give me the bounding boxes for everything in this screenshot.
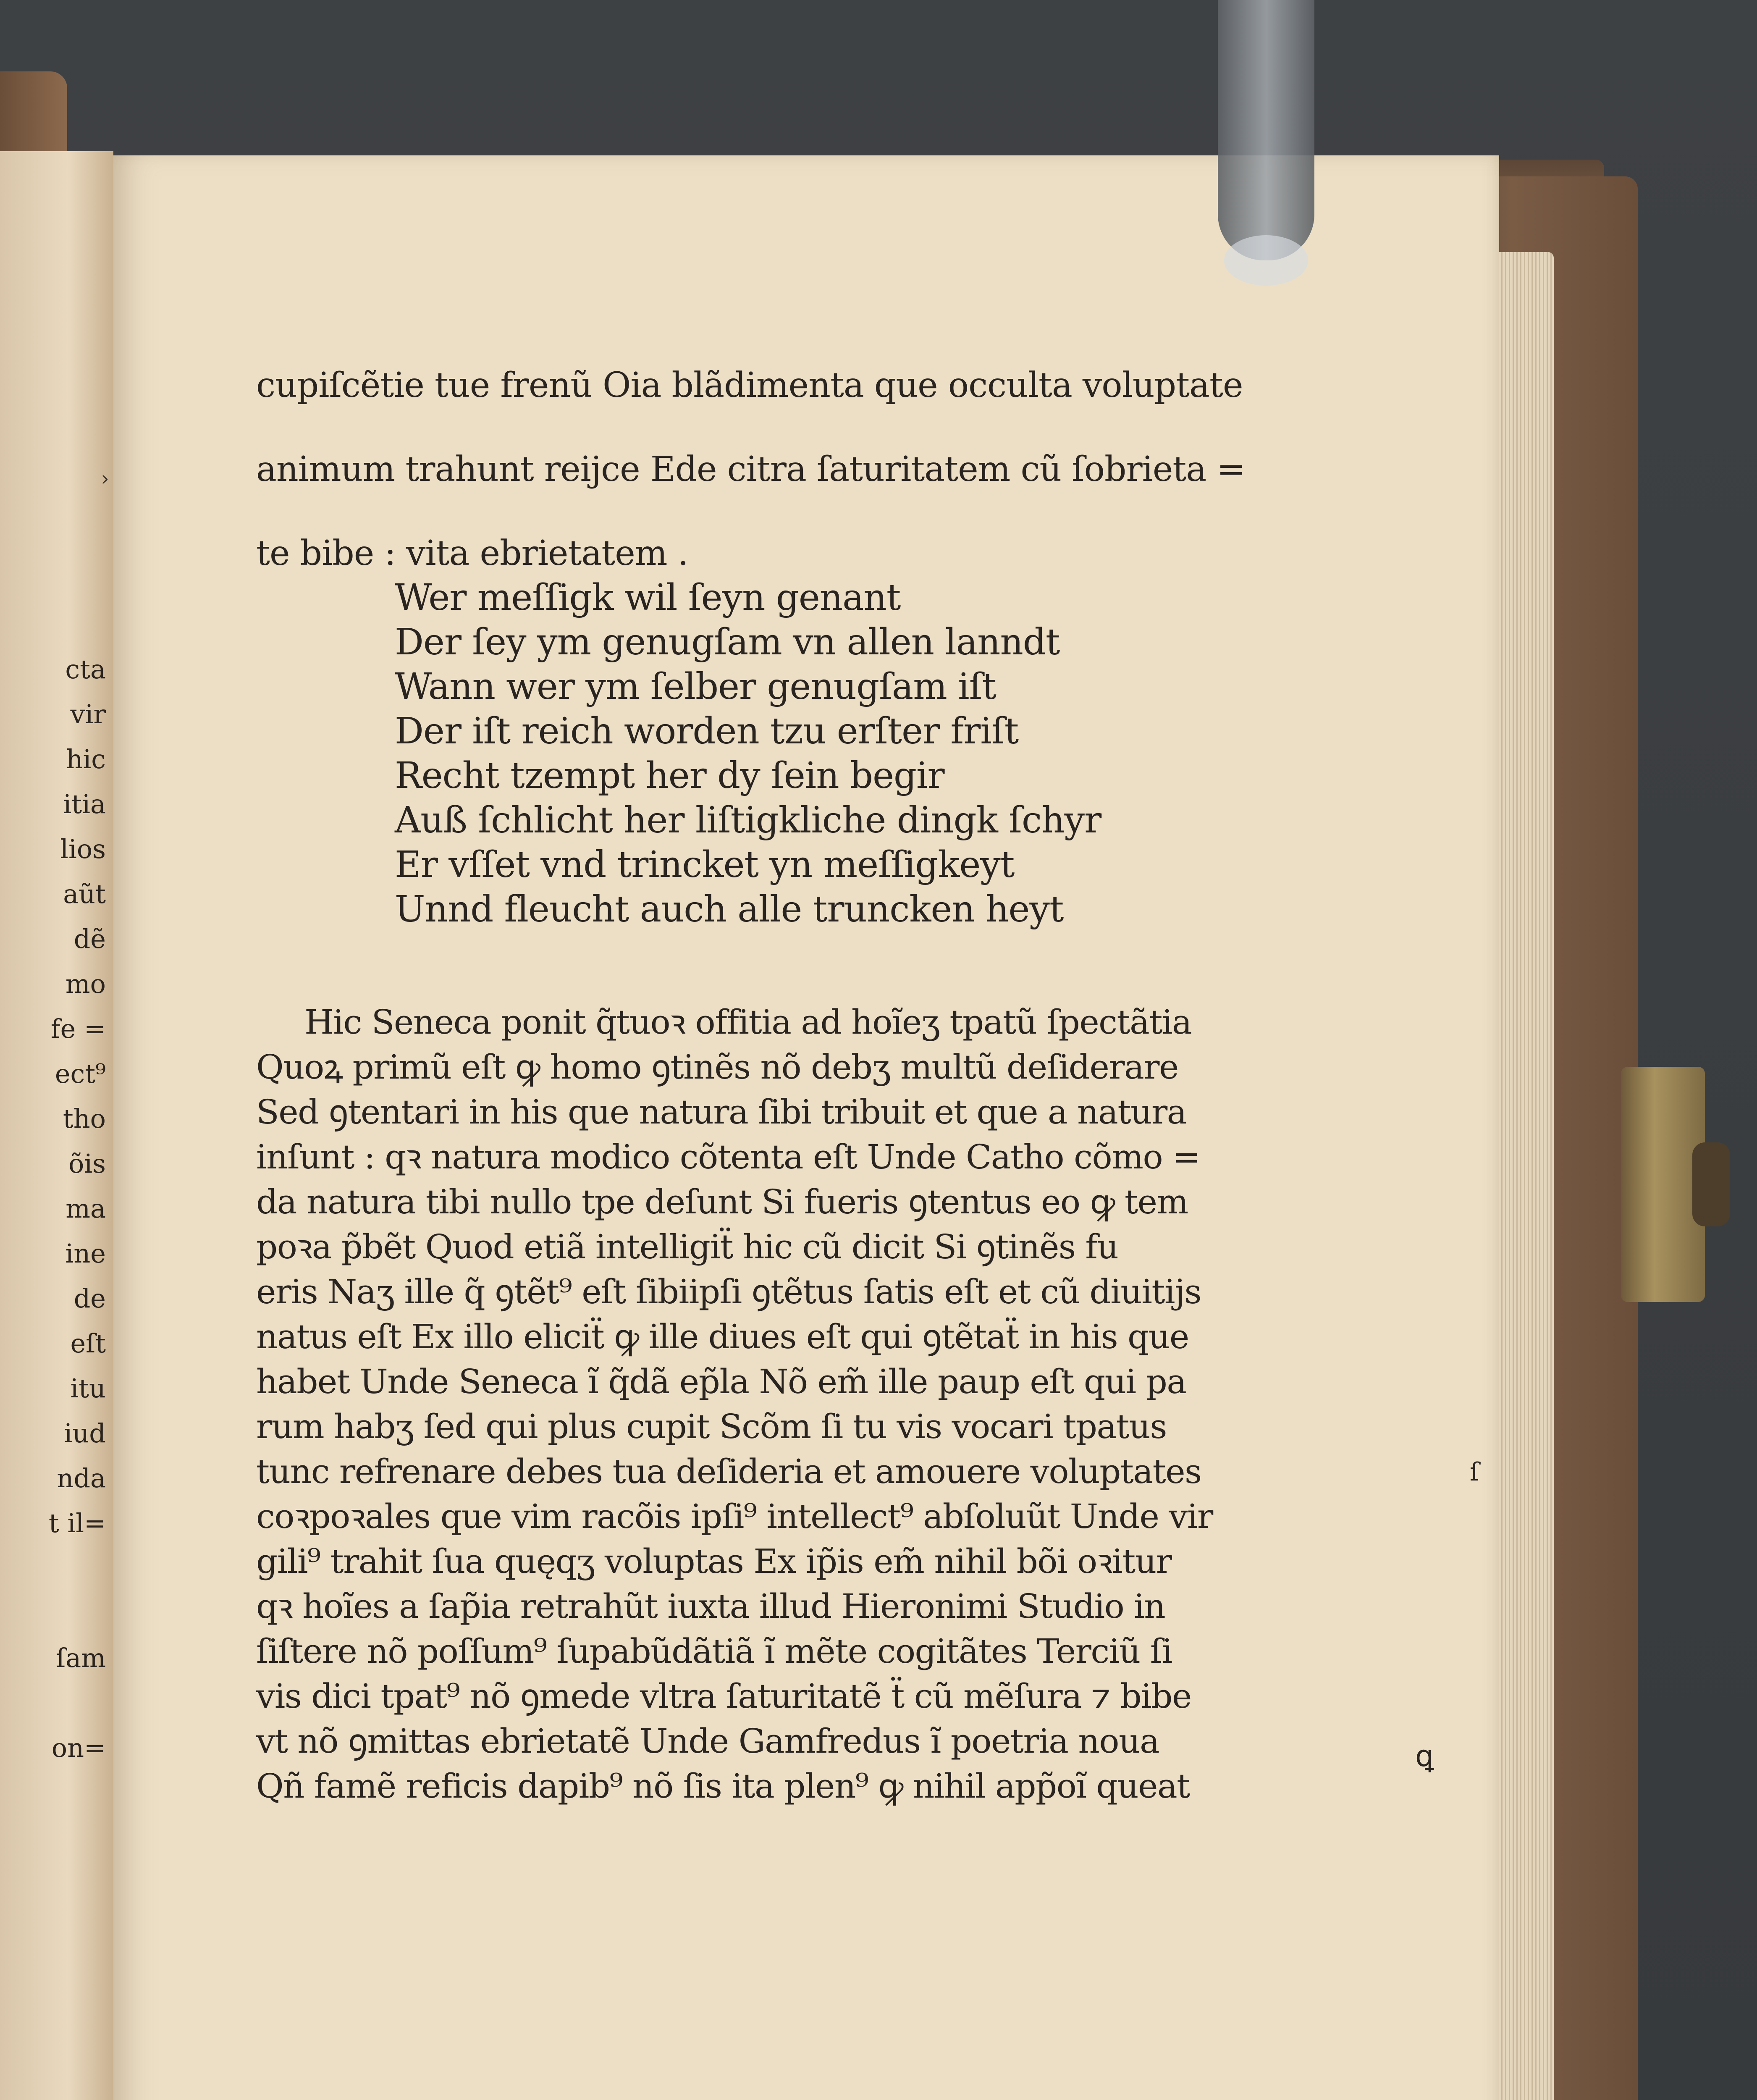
commentary-line: rum habʒ ſed qui plus cupit Scõm ſi tu vis vocari tpatus xyxy=(256,1407,1167,1446)
facing-line: hic xyxy=(66,744,106,774)
text-line-1: cupiſcẽtie tue frenũ Oia blãdimenta que occulta voluptate xyxy=(256,365,1243,405)
facing-line xyxy=(0,1546,106,1591)
facing-line: de xyxy=(73,1283,106,1314)
commentary-line: habet Unde Seneca ĩ q̃dã ep̃la Nõ em̃ ille paup eſt qui pa xyxy=(256,1362,1186,1401)
verse-line: Wann wer ym ſelber genugſam iſt xyxy=(395,666,997,708)
verse-line: Unnd fleucht auch alle truncken heyt xyxy=(395,888,1064,930)
facing-line: mo xyxy=(65,969,106,999)
gutter-mark: › xyxy=(101,466,109,491)
facing-line: itia xyxy=(63,789,106,819)
page-edges xyxy=(1495,252,1554,2100)
commentary-line: ſiſtere nõ poſſum⁹ ſupabũdãtiã ĩ mẽte cogitãtes Terciũ ſi xyxy=(256,1632,1172,1671)
commentary-line: vis dici tpat⁹ nõ ꝯmede vltra ſaturitatẽ ẗ cũ mẽſura ⁊ bibe xyxy=(256,1677,1191,1716)
facing-line: ma xyxy=(66,1193,106,1224)
commentary-line: tunc refrenare debes tua deſideria et amouere voluptates xyxy=(256,1452,1201,1491)
left-cover-corner xyxy=(0,71,67,155)
verse-line: Der ſey ym genugſam vn allen lanndt xyxy=(395,621,1060,663)
facing-line: tho xyxy=(63,1103,106,1134)
facing-page-text xyxy=(0,647,113,1770)
facing-line: dẽ xyxy=(73,924,106,954)
facing-line: cta xyxy=(65,654,106,685)
facing-line: ect⁹ xyxy=(55,1058,106,1089)
clip-tip-top xyxy=(1224,235,1308,286)
commentary-line: Sed ꝯtentari in his que natura ſibi tribuit et que a natura xyxy=(256,1092,1186,1131)
commentary-line: Quoꝝ primũ eſt ꝙ homo ꝯtinẽs nõ debʒ multũ deſiderare xyxy=(256,1047,1178,1087)
commentary-line: da natura tibi nullo tpe deſunt Si fueris ꝯtentus eo ꝙ tem xyxy=(256,1182,1188,1221)
commentary-line: gili⁹ trahit ſua quęqʒ voluptas Ex ip̃is em̃ nihil bõi oꝛitur xyxy=(256,1542,1172,1581)
facing-line: vir xyxy=(70,699,106,730)
commentary-line: vt nõ ꝯmittas ebrietatẽ Unde Gamfredus ĩ poetria noua xyxy=(256,1722,1159,1761)
verse-line: Er vſſet vnd trincket yn meſſigkeyt xyxy=(395,844,1015,886)
verse-line: Auß ſchlicht her liſtigkliche dingk ſchyr xyxy=(395,799,1101,841)
commentary-line: inſunt : qꝛ natura modico cõtenta eſt Unde Catho cõmo = xyxy=(256,1137,1200,1176)
verse-line: Der iſt reich worden tzu erſter friſt xyxy=(395,710,1019,752)
commentary-line: Hic Seneca ponit q̃tuoꝛ offitia ad hoĩeʒ tpatũ ſpectãtia xyxy=(304,1003,1192,1042)
facing-line: ine xyxy=(65,1238,106,1269)
facing-line: ſam xyxy=(56,1643,106,1673)
verse-line: Wer meſſigk wil ſeyn genant xyxy=(395,577,901,619)
margin-note: ꝗ xyxy=(1415,1739,1434,1773)
commentary-line: poꝛa p̃bẽt Quod etiã intelligiẗ hic cũ dicit Si ꝯtinẽs fu xyxy=(256,1227,1118,1266)
facing-line: nda xyxy=(57,1463,106,1494)
commentary-line: eris Naʒ ille q̃ ꝯtẽt⁹ eſt ſibiipſi ꝯtẽtus ſatis eſt et cũ diuitijs xyxy=(256,1272,1201,1311)
commentary-block xyxy=(256,1000,1213,1809)
margin-tick: ſ xyxy=(1470,1457,1479,1487)
facing-line: on= xyxy=(51,1732,106,1763)
german-verse xyxy=(395,575,1101,932)
facing-line: t il= xyxy=(48,1508,106,1538)
facing-line xyxy=(0,1591,106,1635)
commentary-line: coꝛpoꝛales que vim racõis ipſi⁹ intellect⁹ abſoluũt Unde vir xyxy=(256,1497,1213,1536)
commentary-line: natus eſt Ex illo eliciẗ ꝙ ille diues eſt qui ꝯtẽtaẗ in his que xyxy=(256,1317,1189,1356)
facing-line xyxy=(0,1680,106,1725)
page-holder-clip-top xyxy=(1218,0,1314,260)
clasp-pin xyxy=(1692,1142,1730,1226)
facing-line: õis xyxy=(68,1148,106,1179)
facing-line: aũt xyxy=(63,879,106,909)
text-line-3: te bibe : vita ebrietatem . xyxy=(256,533,688,573)
text-line-2: animum trahunt reijce Ede citra ſaturitatem cũ ſobrieta = xyxy=(256,449,1246,489)
facing-line: lios xyxy=(60,834,106,864)
facing-line: iud xyxy=(64,1418,106,1449)
facing-line: fe = xyxy=(50,1013,106,1044)
facing-line: eſt xyxy=(70,1328,106,1359)
facing-line: itu xyxy=(70,1373,106,1404)
verse-line: Recht tzempt her dy ſein begir xyxy=(395,755,944,797)
commentary-line: qꝛ hoĩes a ſap̃ia retrahũt iuxta illud Hieronimi Studio in xyxy=(256,1587,1165,1626)
commentary-line: Qñ famẽ reficis dapib⁹ nõ ſis ita plen⁹ ꝙ nihil app̃oĩ queat xyxy=(256,1767,1190,1806)
